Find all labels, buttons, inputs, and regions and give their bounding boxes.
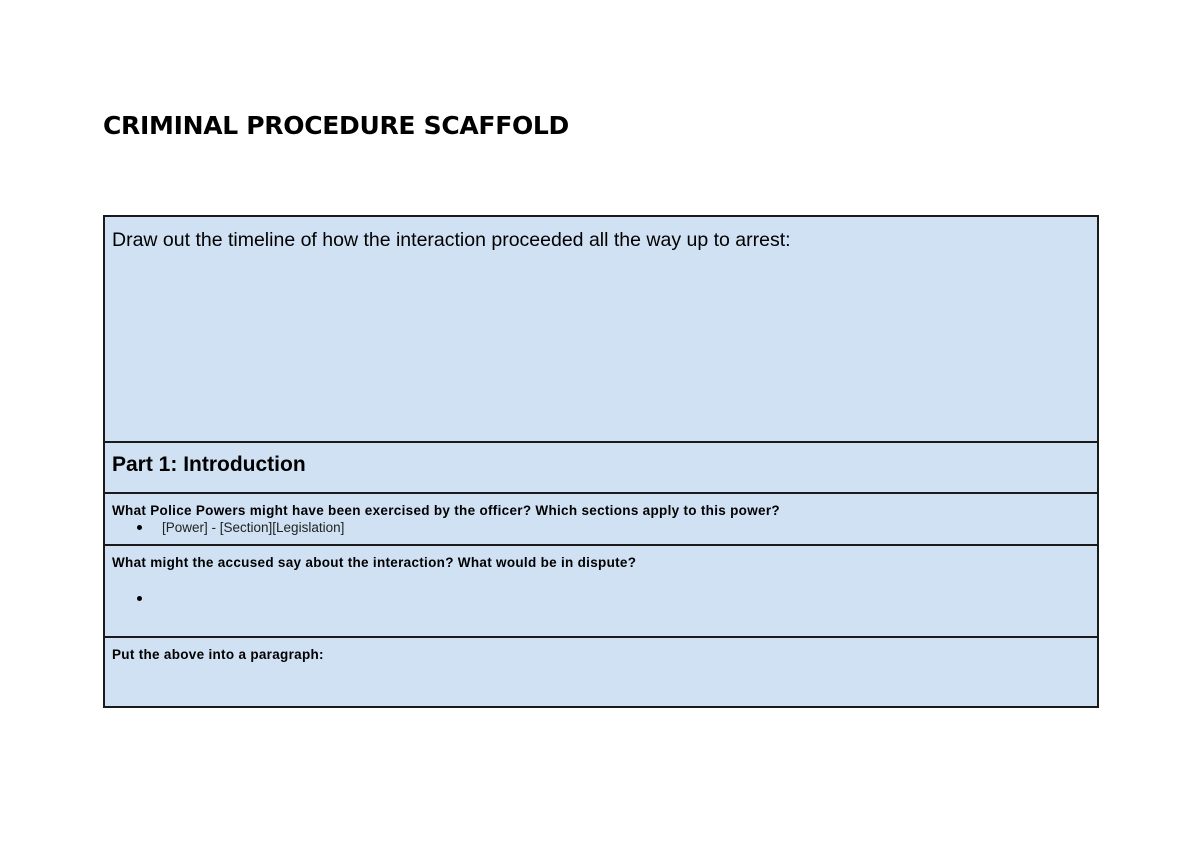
dispute-row	[104, 545, 1098, 637]
powers-row	[104, 493, 1098, 545]
timeline-cell[interactable]	[104, 216, 1098, 442]
bullet-icon	[137, 525, 142, 530]
intro-cell[interactable]	[104, 442, 1098, 493]
powers-question: What Police Powers might have been exercised by the officer? Which sections apply to this power?	[112, 503, 780, 518]
dispute-bullet-list	[112, 590, 1090, 607]
powers-cell[interactable]	[104, 493, 1098, 545]
paragraph-row	[104, 637, 1098, 707]
paragraph-prompt: Put the above into a paragraph:	[112, 647, 324, 662]
list-item[interactable]	[134, 519, 1090, 536]
page-title: CRIMINAL PROCEDURE SCAFFOLD	[103, 111, 570, 140]
list-item[interactable]	[134, 590, 1090, 607]
intro-row	[104, 442, 1098, 493]
intro-heading: Part 1: Introduction	[112, 453, 306, 476]
dispute-cell[interactable]	[104, 545, 1098, 637]
powers-bullet-list	[112, 519, 1090, 536]
timeline-row	[104, 216, 1098, 442]
powers-bullet-text: [Power] - [Section][Legislation]	[162, 520, 345, 535]
scaffold-table	[103, 215, 1099, 708]
paragraph-cell[interactable]	[104, 637, 1098, 707]
bullet-icon	[137, 596, 142, 601]
timeline-prompt: Draw out the timeline of how the interaction proceeded all the way up to arrest:	[112, 229, 791, 251]
dispute-question: What might the accused say about the interaction? What would be in dispute?	[112, 555, 637, 570]
